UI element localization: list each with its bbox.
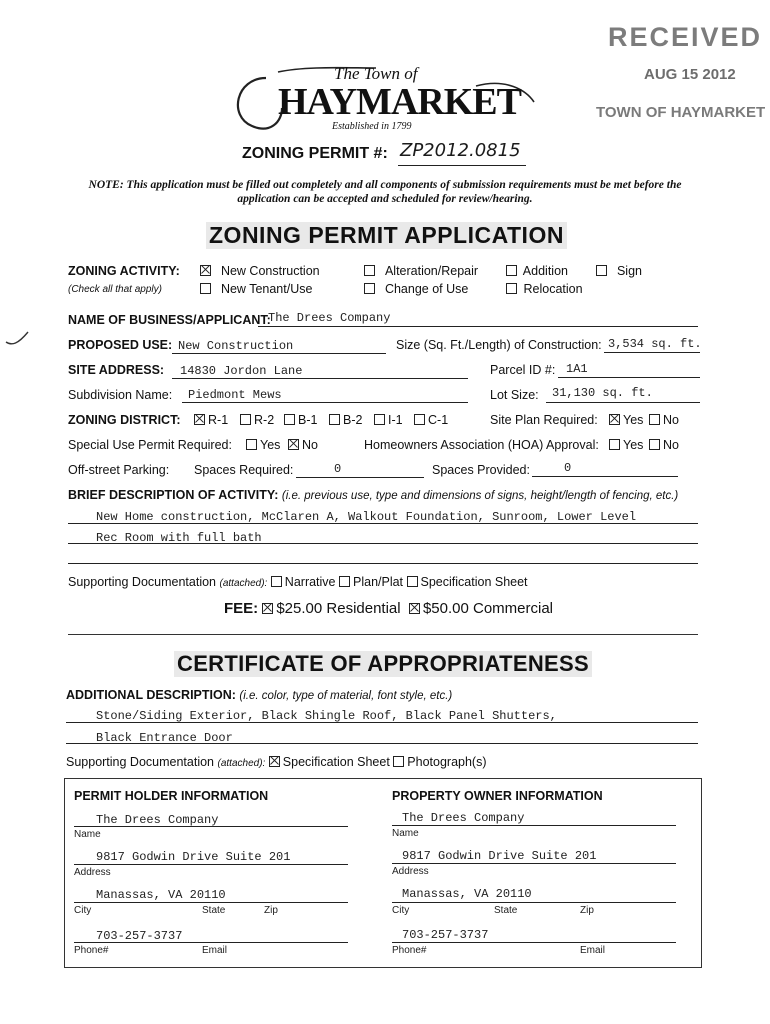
site-plan-yes[interactable] <box>609 413 643 427</box>
checkbox-new-tenant-use[interactable] <box>200 283 211 294</box>
property-owner-city-caption: City <box>392 905 410 916</box>
permit-holder-name-line <box>74 826 348 827</box>
stamp-received-text: RECEIVED <box>608 22 763 52</box>
checkbox-i1[interactable] <box>374 414 385 425</box>
brief-line-2 <box>68 543 698 544</box>
lot-size-line <box>546 402 700 403</box>
additional-description-line2[interactable]: Black Entrance Door <box>96 731 233 745</box>
district-label: B-1 <box>298 413 318 427</box>
hoa-no[interactable] <box>649 438 679 452</box>
brief-description-hint: (i.e. previous use, type and dimensions of signs, height/length of fencing, etc.) <box>281 490 679 502</box>
property-owner-city[interactable]: Manassas, VA 20110 <box>402 887 532 901</box>
checkbox-b2[interactable] <box>329 414 340 425</box>
hoa-label: Homeowners Association (HOA) Approval: <box>364 438 599 452</box>
spaces-provided-line <box>532 476 678 477</box>
spaces-provided-value[interactable]: 0 <box>564 461 572 475</box>
permit-number-label: ZONING PERMIT #: <box>242 145 388 162</box>
checkbox-specification-sheet-2[interactable] <box>269 756 280 767</box>
proposed-use-value[interactable]: New Construction <box>178 339 294 353</box>
supporting-docs-2-attached: (attached): <box>217 758 266 769</box>
property-owner-city-line <box>392 902 676 903</box>
checkbox-b1[interactable] <box>284 414 295 425</box>
hoa-yes[interactable] <box>609 438 643 452</box>
lot-size-label: Lot Size: <box>490 388 539 402</box>
margin-check-mark <box>4 330 30 350</box>
yes-label: Yes <box>623 413 644 427</box>
checkbox-change-of-use[interactable] <box>364 283 375 294</box>
special-use-label: Special Use Permit Required: <box>68 438 232 452</box>
zoning-activity-label: ZONING ACTIVITY: <box>68 264 180 278</box>
checkbox-site-plan-no[interactable] <box>649 414 660 425</box>
site-plan-label: Site Plan Required: <box>490 413 598 427</box>
permit-holder-city-caption: City <box>74 905 92 916</box>
section-divider <box>68 634 698 635</box>
size-value[interactable]: 3,534 sq. ft. <box>608 337 702 351</box>
permit-holder-city-line <box>74 902 348 903</box>
spaces-required-label: Spaces Required: <box>194 463 294 477</box>
site-plan-no[interactable] <box>649 413 679 427</box>
fee-label: FEE: <box>224 600 259 617</box>
doc-option-label: Plan/Plat <box>353 575 404 589</box>
special-use-yes[interactable] <box>246 438 280 452</box>
option-alteration-repair[interactable] <box>364 264 478 278</box>
logo-established: Established in 1799 <box>332 121 412 132</box>
option-label: Addition <box>522 264 568 278</box>
checkbox-c1[interactable] <box>414 414 425 425</box>
checkbox-sign[interactable] <box>596 265 607 276</box>
property-owner-zip-caption: Zip <box>580 905 594 916</box>
site-address-line <box>172 378 468 379</box>
additional-description-label: ADDITIONAL DESCRIPTION: <box>66 688 236 702</box>
option-label: Alteration/Repair <box>384 264 479 278</box>
subdivision-line <box>182 402 468 403</box>
applicant-line <box>258 326 698 327</box>
brief-description-line1[interactable]: New Home construction, McClaren A, Walkout Foundation, Sunroom, Lower Level <box>96 510 637 524</box>
checkbox-hoa-yes[interactable] <box>609 439 620 450</box>
property-owner-email-caption: Email <box>580 945 606 956</box>
doc-option-label: Specification Sheet <box>420 575 528 589</box>
district-label: C-1 <box>428 413 449 427</box>
property-owner-name-line <box>392 825 676 826</box>
zoning-district-label: ZONING DISTRICT: <box>68 413 181 427</box>
permit-holder-phone-caption: Phone# <box>74 945 109 956</box>
site-address-value[interactable]: 14830 Jordon Lane <box>180 364 303 378</box>
option-label: Change of Use <box>384 282 469 296</box>
no-label: No <box>663 413 679 427</box>
checkbox-r2[interactable] <box>240 414 251 425</box>
town-logo <box>226 56 542 146</box>
subdivision-label: Subdivision Name: <box>68 388 173 402</box>
permit-holder-state-caption: State <box>202 905 226 916</box>
applicant-label: NAME OF BUSINESS/APPLICANT: <box>68 313 271 327</box>
checkbox-specification-sheet-1[interactable] <box>407 576 418 587</box>
checkbox-new-construction[interactable] <box>200 265 211 276</box>
supporting-docs-2-label: Supporting Documentation <box>66 755 215 769</box>
fee-residential-label: $25.00 Residential <box>276 600 401 617</box>
stamp-town: TOWN OF HAYMARKET <box>596 104 766 121</box>
additional-description-heading <box>66 688 452 702</box>
doc-option-label: Photograph(s) <box>407 755 487 769</box>
submission-note: NOTE: This application must be filled out completely and all components of submission requirements must be met before the application can be accepted and scheduled for review/hearing. <box>88 179 682 205</box>
special-use-no[interactable] <box>288 438 318 452</box>
property-owner-name-caption: Name <box>392 828 419 839</box>
applicant-value[interactable]: The Drees Company <box>268 311 391 325</box>
district-c1[interactable] <box>414 413 448 427</box>
supporting-docs-2 <box>66 755 487 769</box>
property-owner-address-caption: Address <box>392 866 429 877</box>
property-owner-phone[interactable]: 703-257-3737 <box>402 928 489 942</box>
option-addition[interactable] <box>506 264 568 278</box>
permit-holder-name[interactable]: The Drees Company <box>96 813 219 827</box>
district-b1[interactable] <box>284 413 317 427</box>
checkbox-r1[interactable] <box>194 414 205 425</box>
option-label: Relocation <box>523 282 583 296</box>
site-address-label: SITE ADDRESS: <box>68 363 165 377</box>
district-r1[interactable] <box>194 413 228 427</box>
option-change-of-use[interactable] <box>364 282 468 296</box>
permit-holder-email-caption: Email <box>202 945 228 956</box>
district-label: R-1 <box>208 413 229 427</box>
district-label: R-2 <box>254 413 275 427</box>
brief-description-heading <box>68 488 678 502</box>
property-owner-name[interactable]: The Drees Company <box>402 811 525 825</box>
district-b2[interactable] <box>329 413 362 427</box>
proposed-use-label: PROPOSED USE: <box>68 338 173 352</box>
property-owner-address-line <box>392 863 676 864</box>
checkbox-fee-commercial[interactable] <box>409 603 420 614</box>
option-label: New Construction <box>220 264 320 278</box>
property-owner-address[interactable]: 9817 Godwin Drive Suite 201 <box>402 849 597 863</box>
parcel-value[interactable]: 1A1 <box>566 362 588 376</box>
size-line <box>604 352 700 353</box>
checkbox-photographs[interactable] <box>393 756 404 767</box>
logo-name: HAYMARKET <box>278 81 521 123</box>
form-title: ZONING PERMIT APPLICATION <box>206 222 567 249</box>
district-label: B-2 <box>343 413 363 427</box>
doc-option-label: Specification Sheet <box>282 755 390 769</box>
checkbox-relocation[interactable] <box>506 283 517 294</box>
logo-the-town-of: The Town of <box>334 64 418 83</box>
proposed-use-line <box>172 353 386 354</box>
brief-description-line2[interactable]: Rec Room with full bath <box>96 531 262 545</box>
additional-description-hint: (i.e. color, type of material, font style, etc.) <box>239 690 453 702</box>
parcel-label: Parcel ID #: <box>490 363 556 377</box>
checkbox-alteration-repair[interactable] <box>364 265 375 276</box>
parking-label: Off-street Parking: <box>68 463 170 477</box>
received-stamp <box>596 22 770 132</box>
property-owner-phone-line <box>392 942 676 943</box>
brief-line-1 <box>68 523 698 524</box>
permit-holder-name-caption: Name <box>74 829 101 840</box>
checkbox-special-use-yes[interactable] <box>246 439 257 450</box>
checkbox-narrative[interactable] <box>271 576 282 587</box>
permit-holder-address-line <box>74 864 348 865</box>
yes-label: Yes <box>623 438 644 452</box>
fee-row <box>224 600 553 617</box>
stamp-date: AUG 15 2012 <box>644 66 736 83</box>
spaces-required-value[interactable]: 0 <box>334 462 342 476</box>
permit-holder-address[interactable]: 9817 Godwin Drive Suite 201 <box>96 850 291 864</box>
brief-description-label: BRIEF DESCRIPTION OF ACTIVITY: <box>68 488 279 502</box>
zoning-activity-hint: (Check all that apply) <box>68 284 162 295</box>
permit-holder-zip-caption: Zip <box>264 905 278 916</box>
lot-size-value[interactable]: 31,130 sq. ft. <box>552 386 653 400</box>
checkbox-special-use-no[interactable] <box>288 439 299 450</box>
checkbox-site-plan-yes[interactable] <box>609 414 620 425</box>
option-sign[interactable] <box>596 264 642 278</box>
size-label: Size (Sq. Ft./Length) of Construction: <box>396 338 602 352</box>
no-label: No <box>302 438 318 452</box>
parcel-line <box>558 377 700 378</box>
permit-holder-phone-line <box>74 942 348 943</box>
option-new-tenant-use[interactable] <box>200 282 312 296</box>
district-i1[interactable] <box>374 413 403 427</box>
additional-line-1 <box>66 722 698 723</box>
checkbox-addition[interactable] <box>506 265 517 276</box>
permit-holder-city[interactable]: Manassas, VA 20110 <box>96 888 226 902</box>
supporting-docs-1-attached: (attached): <box>219 578 268 589</box>
checkbox-hoa-no[interactable] <box>649 439 660 450</box>
property-owner-phone-caption: Phone# <box>392 945 427 956</box>
district-label: I-1 <box>388 413 403 427</box>
permit-holder-address-caption: Address <box>74 867 111 878</box>
permit-number-line <box>398 165 526 166</box>
brief-line-3 <box>68 563 698 564</box>
subdivision-value[interactable]: Piedmont Mews <box>188 388 282 402</box>
doc-option-label: Narrative <box>284 575 336 589</box>
option-label: New Tenant/Use <box>220 282 313 296</box>
supporting-docs-1 <box>68 575 528 589</box>
option-label: Sign <box>616 264 642 278</box>
permit-holder-phone[interactable]: 703-257-3737 <box>96 929 183 943</box>
permit-number-value: ZP2012.0815 <box>400 140 521 161</box>
supporting-docs-1-label: Supporting Documentation <box>68 575 217 589</box>
additional-line-2 <box>66 743 698 744</box>
coa-title: CERTIFICATE OF APPROPRIATENESS <box>174 651 592 677</box>
spaces-required-line <box>296 477 424 478</box>
fee-commercial-label: $50.00 Commercial <box>422 600 554 617</box>
permit-holder-heading: PERMIT HOLDER INFORMATION <box>74 789 269 803</box>
checkbox-plan-plat[interactable] <box>339 576 350 587</box>
spaces-provided-label: Spaces Provided: <box>432 463 530 477</box>
property-owner-state-caption: State <box>494 905 518 916</box>
yes-label: Yes <box>260 438 281 452</box>
property-owner-heading: PROPERTY OWNER INFORMATION <box>392 789 603 803</box>
checkbox-fee-residential[interactable] <box>262 603 273 614</box>
option-relocation[interactable] <box>506 282 583 296</box>
option-new-construction[interactable] <box>200 264 320 278</box>
district-r2[interactable] <box>240 413 274 427</box>
additional-description-line1[interactable]: Stone/Siding Exterior, Black Shingle Roof, Black Panel Shutters, <box>96 709 557 723</box>
no-label: No <box>663 438 679 452</box>
